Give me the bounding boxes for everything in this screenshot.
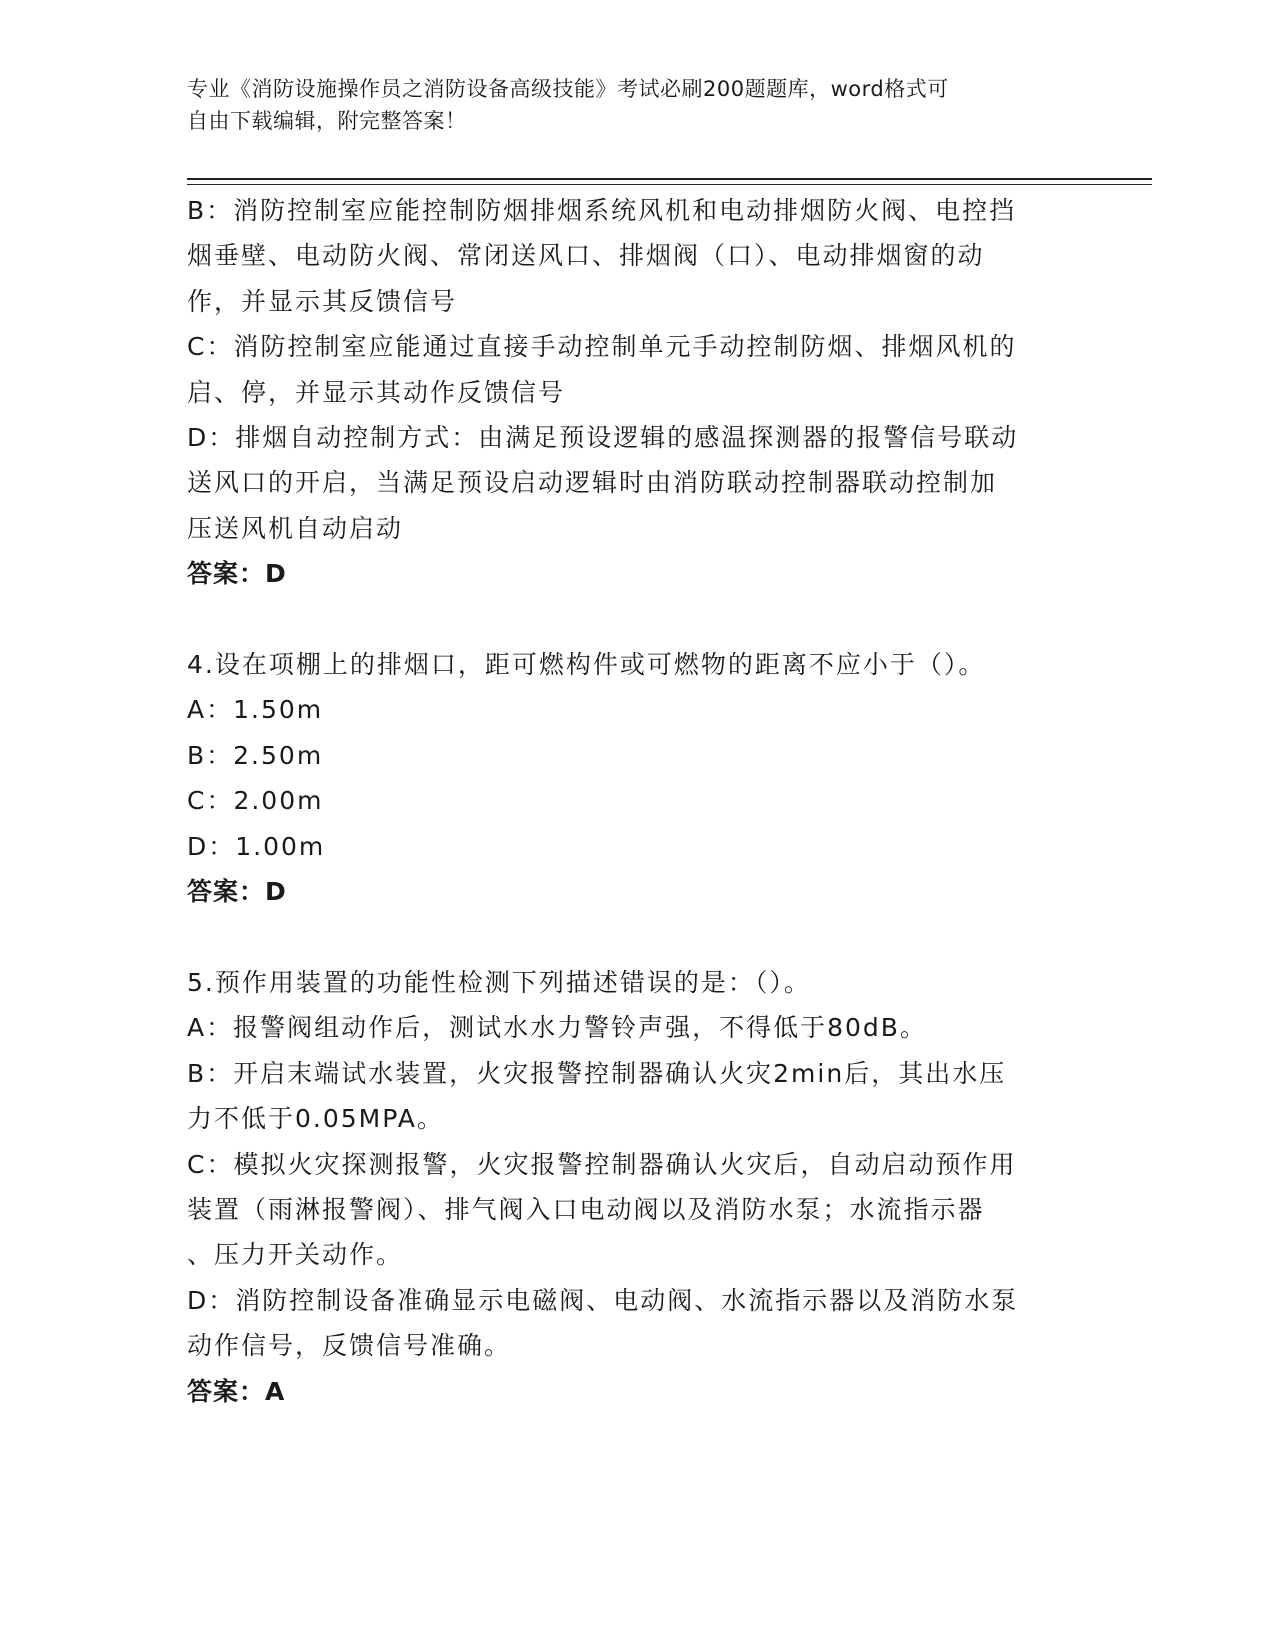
q4-option-a: A：1.50m — [187, 695, 324, 725]
q3-option-d — [187, 415, 1067, 551]
q5-option-c — [187, 1142, 1067, 1278]
q4-option-c: C：2.00m — [187, 786, 324, 816]
q5-option-b — [187, 1051, 1067, 1142]
q3-option-c-line: C：消防控制室应能通过直接手动控制单元手动控制防烟、排烟风机的 — [187, 332, 1017, 362]
q5-option-b-line: B：开启末端试水装置，火灾报警控制器确认火灾2min后，其出水压 — [187, 1058, 1007, 1088]
q5-option-c-line: C：模拟火灾探测报警，火灾报警控制器确认火灾后，自动启动预作用 — [187, 1149, 1017, 1179]
spacer — [187, 914, 1067, 959]
header-divider-thick — [187, 178, 1152, 180]
q4-option-d: D：1.00m — [187, 831, 326, 861]
q4-option-b: B：2.50m — [187, 740, 324, 770]
q4-question: 4.设在项棚上的排烟口，距可燃构件或可燃物的距离不应小于（）。 — [187, 650, 986, 680]
q5-option-d-line: D：消防控制设备准确显示电磁阀、电动阀、水流指示器以及消防水泵 — [187, 1285, 1019, 1315]
header-line-1: 专业《消防设施操作员之消防设备高级技能》考试必刷200题题库，word格式可 — [187, 77, 949, 101]
q3-option-b-line: B：消防控制室应能控制防烟排烟系统风机和电动排烟防火阀、电控挡 — [187, 196, 1017, 225]
document-header — [187, 73, 1087, 137]
q3-option-b — [187, 188, 1067, 324]
q5-option-c-line: 装置（雨淋报警阀）、排气阀入口电动阀以及消防水泵；水流指示器 — [187, 1194, 985, 1224]
q3-option-b-line: 烟垂壁、电动防火阀、常闭送风口、排烟阀（口）、电动排烟窗的动 — [187, 241, 985, 271]
q5-option-d — [187, 1278, 1067, 1369]
q5-option-c-line: 、压力开关动作。 — [187, 1240, 404, 1270]
q3-answer: 答案：D — [187, 559, 287, 589]
q3-option-c-line: 启、停，并显示其动作反馈信号 — [187, 377, 566, 407]
q5-answer: 答案：A — [187, 1376, 286, 1406]
q3-option-d-line: D：排烟自动控制方式：由满足预设逻辑的感温探测器的报警信号联动 — [187, 423, 1019, 453]
question-content — [187, 188, 1067, 1414]
spacer — [187, 597, 1067, 642]
q3-option-b-line: 作，并显示其反馈信号 — [187, 286, 458, 316]
q3-option-d-line: 压送风机自动启动 — [187, 513, 404, 543]
header-divider-thin — [187, 184, 1152, 185]
q5-question: 5.预作用装置的功能性检测下列描述错误的是：（）。 — [187, 967, 811, 997]
header-line-2: 自由下载编辑，附完整答案！ — [187, 109, 467, 133]
q5-option-a: A：报警阀组动作后，测试水水力警铃声强，不得低于80dB。 — [187, 1013, 927, 1043]
q5-option-d-line: 动作信号，反馈信号准确。 — [187, 1331, 512, 1361]
q4-answer: 答案：D — [187, 877, 287, 907]
q5-option-b-line: 力不低于0.05MPA。 — [187, 1104, 444, 1134]
q3-option-d-line: 送风口的开启，当满足预设启动逻辑时由消防联动控制器联动控制加 — [187, 468, 998, 498]
q3-option-c — [187, 324, 1067, 415]
